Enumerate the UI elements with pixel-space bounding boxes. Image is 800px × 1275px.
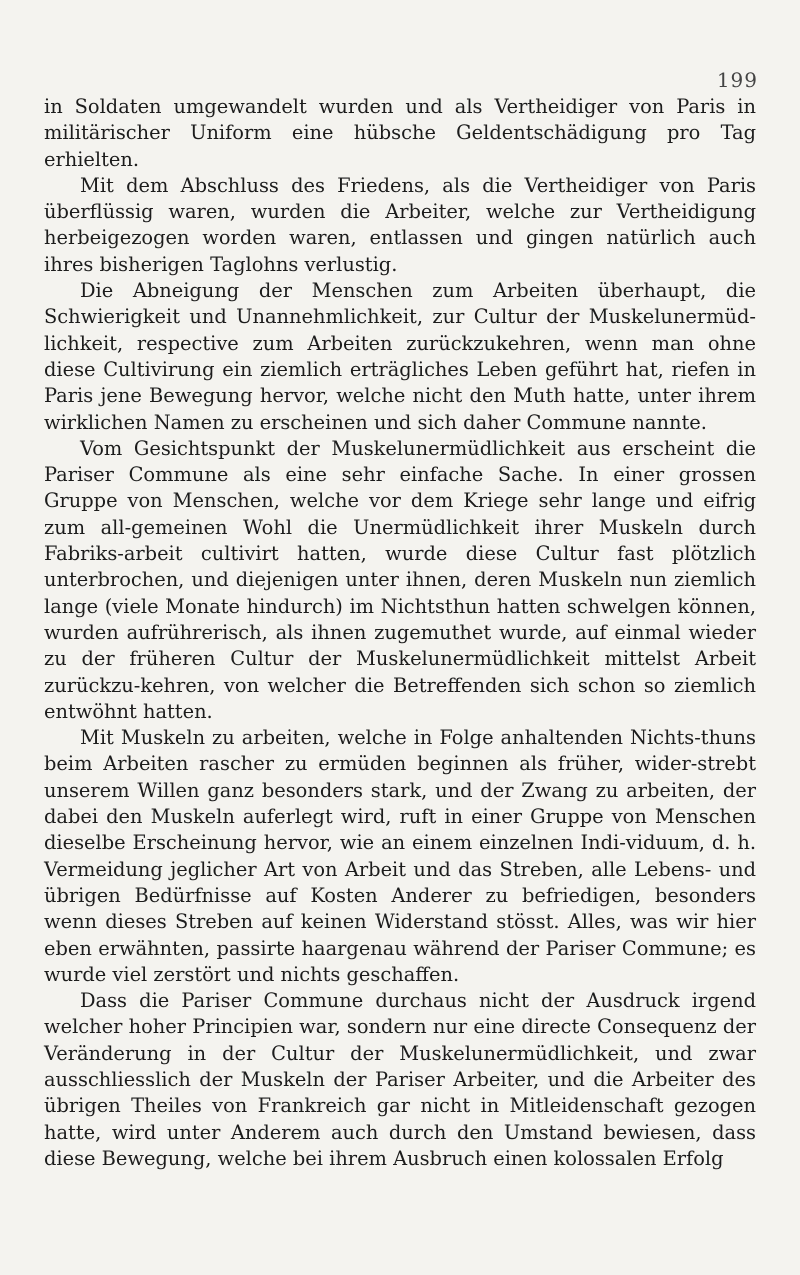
paragraph: Vom Gesichtspunkt der Muskelunermüdlichkeit aus erscheint die Pariser Commune als eine sehr einfache Sache. In einer grossen Gruppe von Menschen, welche vor dem Kriege sehr lange und eifrig zum all-gemeinen Wohl die Unermüdlichkeit ihrer Muskeln durch Fabriks-arbeit cultivirt hatten, wurde diese Cultur fast plötzlich unterbrochen, und diejenigen unter ihnen, deren Muskeln nun ziemlich lange (viele Monate hindurch) im Nichtsthun hatten schwelgen können, wurden aufrührerisch, als ihnen zugemuthet wurde, auf einmal wieder zu der früheren Cultur der Muskelunermüdlichkeit mittelst Arbeit zurückzu-kehren, von welcher die Betreffenden sich schon so ziemlich entwöhnt hatten. bbox=[44, 436, 756, 723]
paragraph: in Soldaten umgewandelt wurden und als Vertheidiger von Paris in militärischer Uniform eine hübsche Geldentschädigung pro Tag erhielten. bbox=[44, 95, 756, 171]
page-number: 199 bbox=[716, 68, 758, 92]
paragraph: Die Abneigung der Menschen zum Arbeiten überhaupt, die Schwierigkeit und Unannehmlichkeit, zur Cultur der Muskelunermüd-lichkeit, respective zum Arbeiten zurückzukehren, wenn man ohne diese Cultivirung ein ziemlich erträgliches Leben geführt hat, riefen in Paris jene Bewegung hervor, welche nicht den Muth hatte, unter ihrem wirklichen Namen zu erscheinen und sich daher Commune nannte. bbox=[44, 279, 756, 434]
paragraph: Mit Muskeln zu arbeiten, welche in Folge anhaltenden Nichts-thuns beim Arbeiten rascher zu ermüden beginnen als früher, wider-strebt unserem Willen ganz besonders stark, und der Zwang zu arbeiten, der dabei den Muskeln auferlegt wird, ruft in einer Gruppe von Menschen dieselbe Erscheinung hervor, wie an einem einzelnen Indi-viduum, d. h. Vermeidung jeglicher Art von Arbeit und das Streben, alle Lebens- und übrigen Bedürfnisse auf Kosten Anderer zu befriedigen, besonders wenn dieses Streben auf keinen Widerstand stösst. Alles, was wir hier eben erwähnten, passirte haargenau während der Pariser Commune; es wurde viel zerstört und nichts geschaffen. bbox=[44, 726, 756, 986]
paragraph: Mit dem Abschluss des Friedens, als die Vertheidiger von Paris überflüssig waren, wurden die Arbeiter, welche zur Vertheidigung herbeigezogen worden waren, entlassen und gingen natürlich auch ihres bisherigen Taglohns verlustig. bbox=[44, 173, 756, 276]
paragraph: Dass die Pariser Commune durchaus nicht der Ausdruck irgend welcher hoher Principien war, sondern nur eine directe Consequenz der Veränderung in der Cultur der Muskelunermüdlichkeit, und zwar ausschliesslich der Muskeln der Pariser Arbeiter, und die Arbeiter des übrigen Theiles von Frankreich gar nicht in Mitleidenschaft gezogen hatte, wird unter Anderem auch durch den Umstand bewiesen, dass diese Bewegung, welche bei ihrem Ausbruch einen kolossalen Erfolg bbox=[44, 989, 756, 1170]
body-text bbox=[44, 94, 756, 1172]
